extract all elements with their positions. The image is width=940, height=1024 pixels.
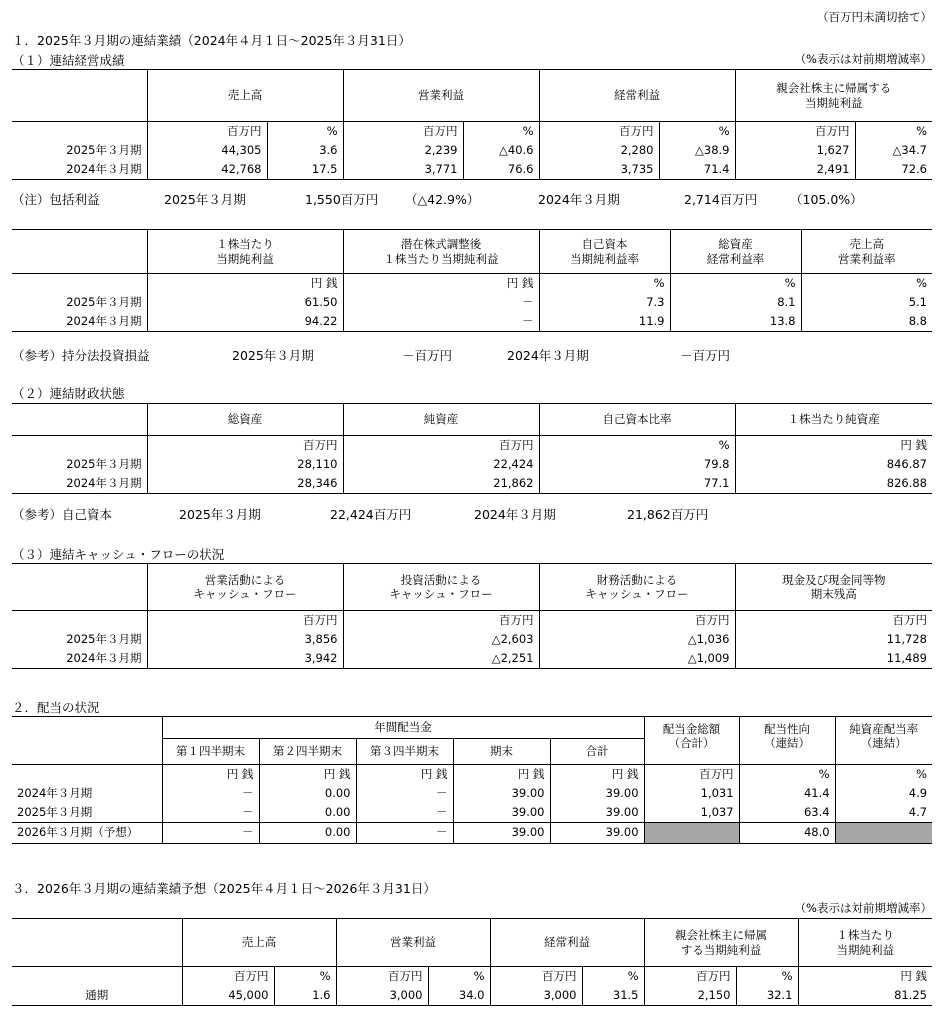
div-header-q2: 第２四半期末 bbox=[259, 739, 356, 765]
table-cell: 2025年３月期 bbox=[12, 804, 162, 823]
table-cell: % bbox=[463, 122, 539, 142]
table-cell: 3,000 bbox=[490, 987, 582, 1006]
table-row bbox=[12, 161, 932, 180]
table-cell: 配当性向 bbox=[764, 722, 811, 736]
table-cell: 39.00 bbox=[453, 823, 550, 844]
op-header-net-income bbox=[735, 70, 932, 122]
table-cell: 営業活動による bbox=[204, 572, 286, 587]
table-cell: 1,550百万円 bbox=[305, 192, 379, 207]
cf-header-operating bbox=[147, 564, 343, 611]
table-cell: △34.7 bbox=[855, 142, 932, 161]
table-cell: 2024年３月期 bbox=[12, 161, 147, 180]
table-cell: 94.22 bbox=[147, 313, 343, 332]
table-cell: 当期純利益率 bbox=[570, 251, 639, 266]
table-cell: 846.87 bbox=[735, 456, 932, 475]
table-cell: 39.00 bbox=[550, 804, 644, 823]
table-cell: － bbox=[162, 804, 259, 823]
table-cell bbox=[12, 717, 162, 765]
table-cell bbox=[12, 765, 162, 785]
table-row bbox=[12, 631, 932, 650]
table-cell: % bbox=[801, 274, 932, 294]
table-cell bbox=[12, 919, 182, 967]
table-row bbox=[12, 70, 932, 122]
table-cell: 百万円 bbox=[644, 765, 739, 785]
fc-header-eps bbox=[798, 919, 932, 967]
table-cell: 39.00 bbox=[453, 785, 550, 804]
table-cell: △38.9 bbox=[659, 142, 735, 161]
table-cell: （連結） bbox=[860, 736, 907, 751]
table-cell: 円 銭 bbox=[343, 274, 539, 294]
table-cell: （105.0%） bbox=[790, 192, 863, 207]
table-cell bbox=[12, 70, 147, 122]
table-cell: 4.9 bbox=[835, 785, 932, 804]
table-cell: 百万円 bbox=[147, 436, 343, 456]
table-cell: （連結） bbox=[764, 736, 811, 751]
table-cell: －百万円 bbox=[680, 348, 731, 363]
table-cell: % bbox=[739, 765, 835, 785]
table-cell: 百万円 bbox=[336, 967, 428, 987]
table-cell: △1,036 bbox=[539, 631, 735, 650]
table-row bbox=[12, 765, 932, 785]
table-cell: 2024年３月期 bbox=[12, 313, 147, 332]
table-cell: 円 銭 bbox=[453, 765, 550, 785]
table-cell: 2026年３月期（予想） bbox=[12, 823, 162, 844]
table-cell: 百万円 bbox=[343, 122, 463, 142]
table-cell: 13.8 bbox=[670, 313, 801, 332]
table-cell: 2024年３月期 bbox=[507, 348, 589, 363]
div-header-total: 合計 bbox=[550, 739, 644, 765]
cashflow-title: （３）連結キャッシュ・フローの状況 bbox=[12, 547, 225, 562]
table-row bbox=[12, 987, 932, 1006]
table-cell: － bbox=[356, 804, 453, 823]
table-cell: 71.4 bbox=[659, 161, 735, 180]
table-cell: 百万円 bbox=[343, 611, 539, 631]
table-cell: （△42.9%） bbox=[405, 192, 480, 207]
table-cell: － bbox=[356, 785, 453, 804]
table-cell: 11,728 bbox=[735, 631, 932, 650]
div-header-year-end: 期末 bbox=[453, 739, 550, 765]
fin-header-bps: １株当たり純資産 bbox=[735, 404, 932, 436]
table-cell: 潜在株式調整後 bbox=[400, 237, 482, 252]
table-cell: % bbox=[670, 274, 801, 294]
table-cell: 当期純利益 bbox=[805, 95, 863, 110]
table-row bbox=[12, 230, 932, 274]
table-cell: 826.88 bbox=[735, 475, 932, 494]
table-cell: 百万円 bbox=[490, 967, 582, 987]
op-results-title: （１）連結経営成績 bbox=[12, 53, 125, 68]
table-cell: 純資産配当率 bbox=[849, 722, 919, 736]
table-cell: 配当金総額 bbox=[662, 722, 721, 736]
table-cell: 7.3 bbox=[539, 294, 670, 313]
table-cell: 円 銭 bbox=[550, 765, 644, 785]
table-cell: % bbox=[267, 122, 343, 142]
table-cell: 2024年３月期 bbox=[538, 192, 620, 207]
op-header-operating-profit: 営業利益 bbox=[343, 70, 539, 122]
table-cell: 3.6 bbox=[267, 142, 343, 161]
table-cell: － bbox=[356, 823, 453, 844]
table-cell: 3,735 bbox=[539, 161, 659, 180]
table-cell: 1,627 bbox=[735, 142, 855, 161]
cf-header-investing bbox=[343, 564, 539, 611]
table-cell: △2,603 bbox=[343, 631, 539, 650]
table-cell: 4.7 bbox=[835, 804, 932, 823]
table-cell: 11.9 bbox=[539, 313, 670, 332]
table-cell: 22,424 bbox=[343, 456, 539, 475]
table-cell bbox=[12, 436, 147, 456]
table-cell: % bbox=[428, 967, 490, 987]
table-row bbox=[12, 313, 932, 332]
table-cell: 32.1 bbox=[736, 987, 798, 1006]
table-cell: 親会社株主に帰属する bbox=[776, 81, 892, 96]
ps-header-eps bbox=[147, 230, 343, 274]
section3-title: ３．2026年３月期の連結業績予想（2025年４月１日～2026年３月31日） bbox=[12, 881, 436, 896]
ps-header-op-margin bbox=[801, 230, 932, 274]
op-header-sales: 売上高 bbox=[147, 70, 343, 122]
table-cell: 当期純利益 bbox=[836, 942, 894, 957]
fc-header-ordinary-profit: 経常利益 bbox=[490, 919, 644, 967]
table-cell bbox=[12, 404, 147, 436]
table-cell: 39.00 bbox=[550, 785, 644, 804]
table-cell bbox=[12, 611, 147, 631]
table-cell: 34.0 bbox=[428, 987, 490, 1006]
table-cell: △2,251 bbox=[343, 650, 539, 669]
table-row bbox=[12, 919, 932, 967]
fin-header-net-assets: 純資産 bbox=[343, 404, 539, 436]
table-cell: 2025年３月期 bbox=[12, 142, 147, 161]
table-cell: 期末残高 bbox=[810, 587, 857, 601]
table-cell: 円 銭 bbox=[147, 274, 343, 294]
table-cell: － bbox=[343, 313, 539, 332]
table-cell: 48.0 bbox=[739, 823, 835, 844]
table-cell: 0.00 bbox=[259, 823, 356, 844]
table-cell: 61.50 bbox=[147, 294, 343, 313]
table-cell: 3,771 bbox=[343, 161, 463, 180]
div-header-total-amount bbox=[644, 717, 739, 765]
table-cell: 2024年３月期 bbox=[12, 650, 147, 669]
fc-header-net-income bbox=[644, 919, 798, 967]
table-row bbox=[12, 142, 932, 161]
table-cell: １株当たり bbox=[836, 928, 894, 943]
table-row bbox=[12, 967, 932, 987]
table-cell bbox=[12, 564, 147, 611]
table-cell: 5.1 bbox=[801, 294, 932, 313]
table-cell: 1,031 bbox=[644, 785, 739, 804]
table-cell: 2,239 bbox=[343, 142, 463, 161]
table-cell bbox=[12, 122, 147, 142]
table-cell: 円 銭 bbox=[356, 765, 453, 785]
ps-header-roa bbox=[670, 230, 801, 274]
table-cell: 2024年３月期 bbox=[474, 507, 556, 522]
table-cell: 0.00 bbox=[259, 785, 356, 804]
table-cell: △1,009 bbox=[539, 650, 735, 669]
ps-header-diluted-eps bbox=[343, 230, 539, 274]
table-cell: 21,862百万円 bbox=[627, 507, 709, 522]
table-cell: － bbox=[162, 785, 259, 804]
table-cell: 2,491 bbox=[735, 161, 855, 180]
table-row bbox=[12, 785, 932, 804]
table-cell: 百万円 bbox=[539, 122, 659, 142]
table-cell: % bbox=[835, 765, 932, 785]
table-cell: 2025年３月期 bbox=[179, 507, 261, 522]
table-cell: キャッシュ・フロー bbox=[585, 587, 689, 601]
table-cell: △40.6 bbox=[463, 142, 539, 161]
div-header-payout-ratio bbox=[739, 717, 835, 765]
table-cell: 21,862 bbox=[343, 475, 539, 494]
table-cell: 3,856 bbox=[147, 631, 343, 650]
financial-table bbox=[12, 403, 932, 494]
table-cell bbox=[12, 274, 147, 294]
table-cell: 28,346 bbox=[147, 475, 343, 494]
table-cell: １株当たり当期純利益 bbox=[383, 251, 499, 266]
table-cell: 72.6 bbox=[855, 161, 932, 180]
unit-note: （百万円未満切捨て） bbox=[817, 10, 932, 24]
table-row bbox=[12, 274, 932, 294]
table-cell: 親会社株主に帰属 bbox=[675, 928, 767, 943]
div-header-doe bbox=[835, 717, 932, 765]
table-cell: 経常利益率 bbox=[706, 251, 765, 266]
shaded-cell bbox=[835, 823, 932, 844]
table-cell: 44,305 bbox=[147, 142, 267, 161]
table-cell: 79.8 bbox=[539, 456, 735, 475]
table-cell: 39.00 bbox=[453, 804, 550, 823]
pct-note-forecast: （%表示は対前期増減率） bbox=[794, 901, 932, 915]
table-cell: 28,110 bbox=[147, 456, 343, 475]
forecast-table bbox=[12, 918, 932, 1006]
shaded-cell bbox=[644, 823, 739, 844]
table-cell: 2025年３月期 bbox=[232, 348, 314, 363]
dividend-table bbox=[12, 716, 932, 844]
table-cell: % bbox=[582, 967, 644, 987]
table-row bbox=[12, 804, 932, 823]
table-cell: 自己資本 bbox=[581, 237, 628, 252]
section1-title: １．2025年３月期の連結業績（2024年４月１日～2025年３月31日） bbox=[12, 33, 411, 48]
table-cell: 3,942 bbox=[147, 650, 343, 669]
table-cell: 31.5 bbox=[582, 987, 644, 1006]
financial-title: （２）連結財政状態 bbox=[12, 386, 125, 401]
table-cell: 2025年３月期 bbox=[164, 192, 246, 207]
table-cell: 2025年３月期 bbox=[12, 631, 147, 650]
table-cell: （合計） bbox=[668, 736, 715, 751]
table-cell: 百万円 bbox=[539, 611, 735, 631]
div-header-annual: 年間配当金 bbox=[162, 717, 644, 739]
pct-note: （%表示は対前期増減率） bbox=[794, 52, 932, 66]
table-row bbox=[12, 650, 932, 669]
own-capital-label: （参考）自己資本 bbox=[12, 507, 113, 522]
fin-header-total-assets: 総資産 bbox=[147, 404, 343, 436]
op-header-ordinary-profit: 経常利益 bbox=[539, 70, 735, 122]
table-cell: －百万円 bbox=[402, 348, 453, 363]
table-cell: 営業利益率 bbox=[838, 251, 896, 266]
table-cell: 円 銭 bbox=[798, 967, 932, 987]
table-cell: － bbox=[162, 823, 259, 844]
table-cell: 3,000 bbox=[336, 987, 428, 1006]
fc-header-sales: 売上高 bbox=[182, 919, 336, 967]
table-cell: 81.25 bbox=[798, 987, 932, 1006]
table-cell: % bbox=[659, 122, 735, 142]
table-cell: 円 銭 bbox=[735, 436, 932, 456]
fc-header-operating-profit: 営業利益 bbox=[336, 919, 490, 967]
table-row bbox=[12, 564, 932, 611]
table-cell: 百万円 bbox=[147, 611, 343, 631]
equity-method-label: （参考）持分法投資損益 bbox=[12, 348, 150, 363]
table-cell: 円 銭 bbox=[162, 765, 259, 785]
op-results-table bbox=[12, 69, 932, 180]
table-row bbox=[12, 823, 932, 844]
table-cell: % bbox=[736, 967, 798, 987]
table-cell: 百万円 bbox=[644, 967, 736, 987]
table-cell: 百万円 bbox=[147, 122, 267, 142]
div-header-q3: 第３四半期末 bbox=[356, 739, 453, 765]
table-cell: 8.8 bbox=[801, 313, 932, 332]
table-cell: 2025年３月期 bbox=[12, 294, 147, 313]
table-cell: キャッシュ・フロー bbox=[193, 587, 297, 601]
fin-header-equity-ratio: 自己資本比率 bbox=[539, 404, 735, 436]
table-cell: 百万円 bbox=[343, 436, 539, 456]
table-cell: １株当たり bbox=[216, 237, 274, 252]
ps-header-roe bbox=[539, 230, 670, 274]
table-cell: 2,280 bbox=[539, 142, 659, 161]
table-cell bbox=[12, 230, 147, 274]
table-row bbox=[12, 611, 932, 631]
table-cell: 通期 bbox=[12, 987, 182, 1006]
table-cell: 42,768 bbox=[147, 161, 267, 180]
table-cell: 現金及び現金同等物 bbox=[782, 572, 886, 587]
table-cell: － bbox=[343, 294, 539, 313]
table-cell: 百万円 bbox=[182, 967, 274, 987]
cf-header-financing bbox=[539, 564, 735, 611]
comprehensive-income-label: （注）包括利益 bbox=[12, 192, 100, 207]
table-cell: 11,489 bbox=[735, 650, 932, 669]
table-cell: % bbox=[539, 436, 735, 456]
table-cell: 2,150 bbox=[644, 987, 736, 1006]
table-cell: 63.4 bbox=[739, 804, 835, 823]
table-cell: 77.1 bbox=[539, 475, 735, 494]
table-cell: 2025年３月期 bbox=[12, 456, 147, 475]
table-cell: キャッシュ・フロー bbox=[389, 587, 493, 601]
table-cell: 22,424百万円 bbox=[330, 507, 412, 522]
table-cell: 45,000 bbox=[182, 987, 274, 1006]
table-cell: 総資産 bbox=[718, 237, 753, 252]
table-cell: 百万円 bbox=[735, 122, 855, 142]
table-cell: 売上高 bbox=[849, 237, 884, 252]
table-cell: 2024年３月期 bbox=[12, 475, 147, 494]
table-row bbox=[12, 404, 932, 436]
table-cell: 2024年３月期 bbox=[12, 785, 162, 804]
table-row bbox=[12, 475, 932, 494]
table-cell: 円 銭 bbox=[259, 765, 356, 785]
table-row bbox=[12, 436, 932, 456]
table-row bbox=[12, 717, 932, 739]
table-cell: % bbox=[274, 967, 336, 987]
table-cell: 0.00 bbox=[259, 804, 356, 823]
table-cell: 39.00 bbox=[550, 823, 644, 844]
table-cell: 財務活動による bbox=[596, 572, 678, 587]
div-header-q1: 第１四半期末 bbox=[162, 739, 259, 765]
table-cell: 当期純利益 bbox=[216, 251, 274, 266]
table-cell: % bbox=[855, 122, 932, 142]
table-cell: 投資活動による bbox=[400, 572, 482, 587]
table-cell: する当期純利益 bbox=[680, 942, 762, 957]
cashflow-table bbox=[12, 563, 932, 669]
table-cell: % bbox=[539, 274, 670, 294]
cf-header-cash-end bbox=[735, 564, 932, 611]
table-cell: 41.4 bbox=[739, 785, 835, 804]
table-cell: 1.6 bbox=[274, 987, 336, 1006]
table-cell: 2,714百万円 bbox=[684, 192, 758, 207]
table-cell: 17.5 bbox=[267, 161, 343, 180]
section2-title: ２．配当の状況 bbox=[12, 700, 100, 715]
table-row bbox=[12, 294, 932, 313]
table-row bbox=[12, 456, 932, 475]
table-cell: 1,037 bbox=[644, 804, 739, 823]
table-cell bbox=[12, 967, 182, 987]
table-cell: 8.1 bbox=[670, 294, 801, 313]
table-cell: 76.6 bbox=[463, 161, 539, 180]
table-cell: 百万円 bbox=[735, 611, 932, 631]
per-share-table bbox=[12, 229, 932, 332]
table-row bbox=[12, 122, 932, 142]
